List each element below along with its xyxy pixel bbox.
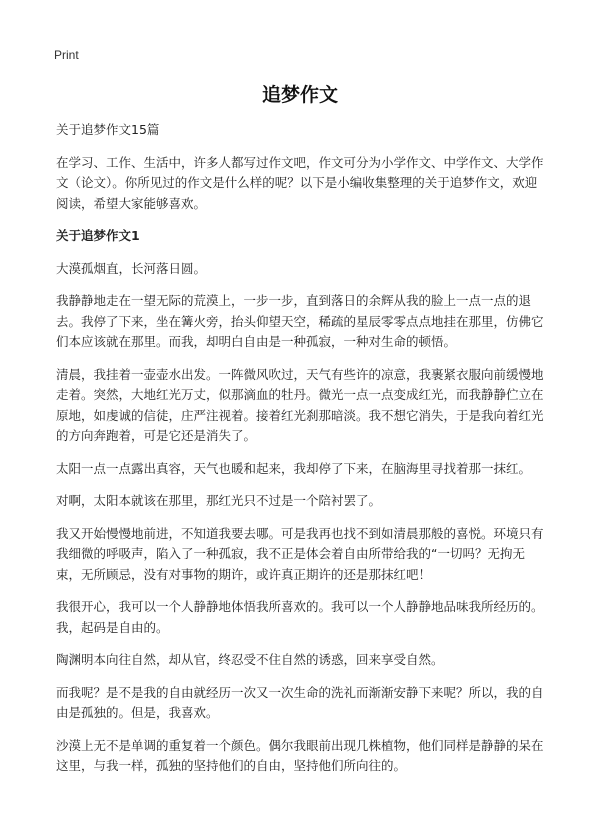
body-paragraph: 对啊，太阳本就该在那里，那红光只不过是一个陪衬罢了。 bbox=[56, 493, 382, 508]
body-paragraph: 大漠孤烟直，长河落日圆。 bbox=[56, 260, 207, 276]
section-heading: 关于追梦作文1 bbox=[56, 228, 140, 243]
body-paragraph: 我很开心，我可以一个人静静地体悟我所喜欢的。我可以一个人静静地品味我所经历的。我，起码是自由的。 bbox=[56, 599, 544, 635]
intro-paragraph: 在学习、工作、生活中，许多人都写过作文吧，作文可分为小学作文、中学作文、大学作文（论文）。你所见过的作文是什么样的呢？以下是小编收集整理的关于追梦作文，欢迎阅读，希望大家能够喜欢。 bbox=[56, 154, 544, 211]
body-paragraph: 我又开始慢慢地前进，不知道我要去哪。可是我再也找不到如清晨那般的喜悦。环境只有我细微的呼吸声，陷入了一种孤寂，我不正是体会着自由所带给我的“一切吗？无拘无束，无所顾忌，没有对事物的期许，或许真正期许的还是那抹红吧！ bbox=[56, 525, 544, 582]
body-paragraph: 陶渊明本向往自然，却从官，终忍受不住自然的诱惑，回来享受自然。 bbox=[56, 652, 444, 667]
body-paragraph: 清晨，我挂着一壶壶水出发。一阵微风吹过，天气有些许的凉意，我裹紧衣服向前缓慢地走着。突然，大地红光万丈，似那滴血的牡丹。微光一点一点变成红光，而我静静伫立在原地，如虔诚的信徒，庄严注视着。接着红光刹那暗淡。我不想它消失，于是我向着红光的方向奔跑着，可是它还是消失了。 bbox=[56, 366, 544, 443]
body-paragraph: 而我呢？是不是我的自由就经历一次又一次生命的洗礼而渐渐安静下来呢？所以，我的自由是孤独的。但是，我喜欢。 bbox=[56, 684, 544, 720]
print-link[interactable]: Print bbox=[54, 48, 79, 62]
body-paragraph: 沙漠上无不是单调的重复着一个颜色。偶尔我眼前出现几株植物，他们同样是静静的呆在这里，与我一样，孤独的坚持他们的自由，坚持他们所向往的。 bbox=[56, 737, 544, 773]
body-paragraph: 太阳一点一点露出真容，天气也暖和起来，我却停了下来，在脑海里寻找着那一抹红。 bbox=[56, 460, 532, 476]
page-title: 追梦作文 bbox=[261, 84, 338, 106]
article-body bbox=[56, 120, 548, 789]
article-subtitle: 关于追梦作文15篇 bbox=[56, 122, 160, 137]
body-paragraph: 我静静地走在一望无际的荒漠上，一步一步，直到落日的余辉从我的脸上一点一点的退去。我停了下来，坐在篝火旁，抬头仰望天空，稀疏的星辰零零点点地挂在那里，仿佛它们本应该就在那里。而我，却明白自由是一种孤寂，一种对生命的顿悟。 bbox=[56, 293, 544, 349]
